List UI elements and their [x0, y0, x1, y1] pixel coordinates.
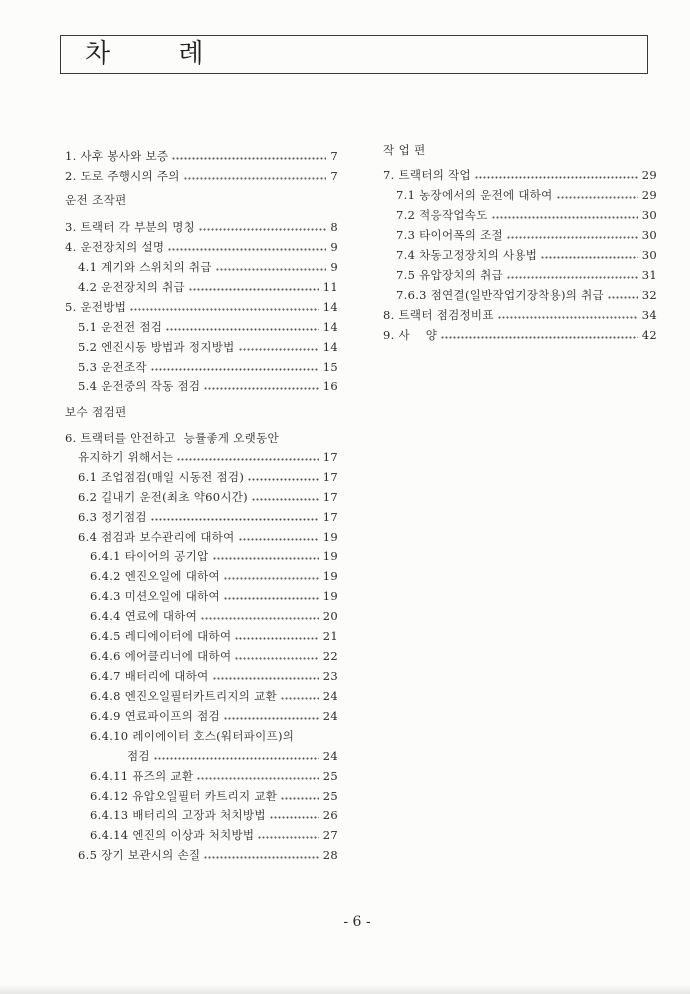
toc-page-number: 16 — [322, 379, 338, 393]
toc-entry — [65, 277, 338, 297]
toc-entry-label: 6.4.6 에어클리너에 대하여 — [90, 649, 232, 663]
section-heading-label: 보수 점검편 — [65, 405, 127, 419]
dot-leader — [498, 316, 638, 319]
dot-leader — [151, 518, 319, 521]
toc-page-number: 19 — [322, 569, 338, 583]
toc-page-number: 32 — [641, 288, 657, 302]
toc-entry-label: 5.2 엔진시동 방법과 정지방법 — [78, 340, 235, 354]
dot-leader — [507, 236, 638, 239]
toc-entry-label: 8. 트랙터 점검정비표 — [383, 308, 494, 322]
toc-entry — [383, 185, 657, 205]
toc-entry — [383, 205, 657, 225]
section-heading — [65, 402, 338, 422]
dot-leader — [197, 777, 318, 780]
toc-entry — [65, 706, 338, 726]
toc-entry-label: 7.2 적응작업속도 — [396, 208, 488, 222]
dot-leader — [441, 336, 638, 339]
toc-entry-label: 6.4.2 엔진오일에 대하여 — [90, 569, 220, 583]
toc-page-number: 29 — [641, 188, 657, 202]
toc-page-number: 14 — [322, 340, 338, 354]
dot-leader — [154, 757, 319, 760]
dot-leader — [507, 276, 638, 279]
toc-entry — [65, 146, 338, 166]
toc-page-number: 14 — [322, 320, 338, 334]
dot-leader — [213, 557, 319, 560]
toc-entry — [65, 546, 338, 566]
toc-entry — [65, 467, 338, 487]
toc-page-number: 9 — [330, 240, 338, 254]
toc-page-number: 19 — [322, 589, 338, 603]
dot-leader — [557, 196, 638, 199]
toc-entry-label: 7. 트랙터의 작업 — [383, 168, 471, 182]
toc-page-number: 19 — [322, 530, 338, 544]
toc-entry — [65, 606, 338, 626]
dot-leader — [252, 498, 319, 501]
toc-page-number: 14 — [322, 300, 338, 314]
toc-entry-label: 4.2 운전장치의 취급 — [78, 280, 185, 294]
toc-entry-label: 7.4 차동고정장치의 사용법 — [396, 248, 538, 262]
toc-page-number: 24 — [322, 749, 338, 763]
toc-page-number: 42 — [641, 328, 657, 342]
toc-entry — [65, 257, 338, 277]
toc-page-number: 34 — [641, 308, 657, 322]
toc-entry-label: 5. 운전방법 — [65, 300, 127, 314]
toc-page-number: 29 — [641, 168, 657, 182]
toc-entry — [65, 297, 338, 317]
toc-entry-label: 6.4.4 연료에 대하여 — [90, 609, 198, 623]
toc-page-number: 22 — [322, 649, 338, 663]
dot-leader — [151, 368, 319, 371]
toc-entry-label: 6.4.13 배터리의 고장과 처치방법 — [90, 808, 266, 822]
toc-entry — [65, 845, 338, 865]
toc-entry-label: 6. 트랙터를 안전하고 능률좋게 오랫동안 — [65, 431, 279, 445]
toc-entry-label: 6.5 장기 보관시의 손질 — [78, 848, 201, 862]
toc-entry-label: 5.1 운전전 점검 — [78, 320, 163, 334]
toc-entry — [383, 305, 657, 325]
toc-entry — [65, 376, 338, 396]
toc-page-number: 30 — [641, 248, 657, 262]
toc-entry-label: 6.4.3 미션오일에 대하여 — [90, 589, 220, 603]
dot-leader — [235, 657, 318, 660]
section-heading — [65, 190, 338, 210]
page-number-footer: - 6 - — [343, 914, 371, 930]
toc-page-number: 30 — [641, 228, 657, 242]
dot-leader — [541, 256, 638, 259]
toc-page-number: 8 — [330, 220, 338, 234]
section-heading-label: 작 업 편 — [383, 143, 426, 157]
toc-entry — [65, 746, 338, 766]
toc-page-number: 9 — [330, 260, 338, 274]
toc-page-number: 11 — [322, 280, 338, 294]
toc-page-number: 25 — [322, 789, 338, 803]
toc-entry-label: 7.6.3 점연결(일반작업기장착용)의 취급 — [396, 288, 604, 302]
toc-entry-label: 9. 사 양 — [383, 328, 438, 342]
toc-page-number: 7 — [330, 149, 338, 163]
toc-page-number: 24 — [322, 689, 338, 703]
toc-page-number: 28 — [322, 848, 338, 862]
toc-entry-label: 4. 운전장치의 설명 — [65, 240, 165, 254]
dot-leader — [204, 856, 318, 859]
toc-page-number: 17 — [322, 450, 338, 464]
toc-entry — [65, 166, 338, 186]
dot-leader — [475, 176, 638, 179]
toc-page-number: 25 — [322, 769, 338, 783]
toc-entry — [65, 786, 338, 806]
toc-entry-label: 2. 도로 주행시의 주의 — [65, 169, 180, 183]
toc-page-number: 31 — [641, 268, 657, 282]
toc-entry-label: 6.4.12 유압오일필터 카트리지 교환 — [90, 789, 278, 803]
dot-leader — [224, 597, 319, 600]
toc-entry-label: 6.4.14 엔진의 이상과 처치방법 — [90, 828, 255, 842]
toc-entry-label: 유지하기 위해서는 — [78, 450, 174, 464]
toc-entry-label: 6.3 정기점검 — [78, 510, 147, 524]
toc-entry — [65, 666, 338, 686]
toc-entry — [65, 527, 338, 547]
toc-page-number: 17 — [322, 470, 338, 484]
toc-entry — [383, 325, 657, 345]
dot-leader — [216, 268, 327, 271]
toc-page-number: 19 — [322, 549, 338, 563]
toc-entry-label: 6.1 조업점검(매일 시동전 점검) — [78, 470, 245, 484]
toc-entry — [65, 586, 338, 606]
dot-leader — [168, 248, 326, 251]
dot-leader — [270, 816, 319, 819]
toc-entry — [65, 646, 338, 666]
dot-leader — [239, 538, 319, 541]
dot-leader — [235, 637, 318, 640]
dot-leader — [248, 478, 319, 481]
dot-leader — [213, 677, 319, 680]
dot-leader — [224, 717, 319, 720]
section-heading — [383, 140, 657, 160]
toc-page-number: 15 — [322, 360, 338, 374]
toc-page-number: 30 — [641, 208, 657, 222]
toc-entry-label: 7.5 유압장치의 취급 — [396, 268, 503, 282]
toc-page-number: 21 — [322, 629, 338, 643]
toc-entry — [65, 507, 338, 527]
dot-leader — [281, 797, 319, 800]
toc-entry — [383, 165, 657, 185]
toc-entry-label: 6.4.8 엔진오일필터카트리지의 교환 — [90, 689, 277, 703]
toc-page-number: 24 — [322, 709, 338, 723]
toc-entry — [65, 317, 338, 337]
toc-page-number: 17 — [322, 490, 338, 504]
toc-entry — [65, 686, 338, 706]
toc-entry-label: 3. 트랙터 각 부분의 명칭 — [65, 220, 196, 234]
toc-entry-label: 6.4.5 레디에이터에 대하여 — [90, 629, 232, 643]
dot-leader — [258, 836, 318, 839]
dot-leader — [608, 296, 638, 299]
toc-entry-label: 7.1 농장에서의 운전에 대하여 — [396, 188, 553, 202]
toc-entry-label: 5.3 운전조작 — [78, 360, 147, 374]
toc-entry-label: 6.4.11 퓨즈의 교환 — [90, 769, 194, 783]
toc-entry — [383, 265, 657, 285]
toc-page-number: 23 — [322, 669, 338, 683]
toc-entry — [65, 487, 338, 507]
toc-entry — [65, 566, 338, 586]
toc-entry-label: 6.4.10 레이에이터 호스(워터파이프)의 — [90, 729, 295, 743]
dot-leader — [177, 458, 319, 461]
toc-entry-label: 4.1 계기와 스위치의 취급 — [78, 260, 212, 274]
toc-page-number: 26 — [322, 808, 338, 822]
dot-leader — [199, 228, 326, 231]
dot-leader — [166, 328, 319, 331]
toc-page-number: 20 — [322, 609, 338, 623]
dot-leader — [130, 308, 319, 311]
toc-page-number: 7 — [330, 169, 338, 183]
toc-page-number: 27 — [322, 828, 338, 842]
toc-entry — [65, 357, 338, 377]
dot-leader — [492, 216, 638, 219]
toc-entry-label: 6.4 점검과 보수관리에 대하여 — [78, 530, 235, 544]
toc-entry — [65, 766, 338, 786]
toc-entry — [383, 245, 657, 265]
toc-entry — [65, 337, 338, 357]
toc-entry-label: 7.3 타이어폭의 조절 — [396, 228, 503, 242]
toc-page-number: 17 — [322, 510, 338, 524]
scan-edge-shadow — [0, 984, 690, 994]
title-box — [60, 35, 648, 74]
dot-leader — [184, 177, 327, 180]
dot-leader — [224, 577, 319, 580]
section-heading-label: 운전 조작편 — [65, 193, 127, 207]
dot-leader — [189, 288, 319, 291]
toc-entry — [65, 447, 338, 467]
toc-entry — [65, 825, 338, 845]
toc-entry-label: 5.4 운전중의 작동 점검 — [78, 379, 201, 393]
dot-leader — [239, 348, 319, 351]
dot-leader — [172, 157, 326, 160]
dot-leader — [201, 617, 319, 620]
toc-entry — [65, 217, 338, 237]
toc-entry — [65, 726, 338, 746]
toc-entry — [65, 428, 338, 448]
toc-entry-label: 6.4.9 연료파이프의 점검 — [90, 709, 220, 723]
page-title: 차 례 — [85, 39, 204, 69]
toc-entry — [383, 225, 657, 245]
toc-entry-label: 점검 — [127, 749, 150, 763]
toc-entry — [65, 237, 338, 257]
toc-entry — [383, 285, 657, 305]
toc-entry-label: 6.4.1 타이어의 공기압 — [90, 549, 209, 563]
toc-entry — [65, 626, 338, 646]
dot-leader — [281, 697, 319, 700]
toc-entry-label: 1. 사후 봉사와 보증 — [65, 149, 169, 163]
toc-entry-label: 6.2 길내기 운전(최초 약60시간) — [78, 490, 248, 504]
dot-leader — [204, 387, 318, 390]
toc-entry — [65, 805, 338, 825]
toc-entry-label: 6.4.7 배터리에 대하여 — [90, 669, 209, 683]
